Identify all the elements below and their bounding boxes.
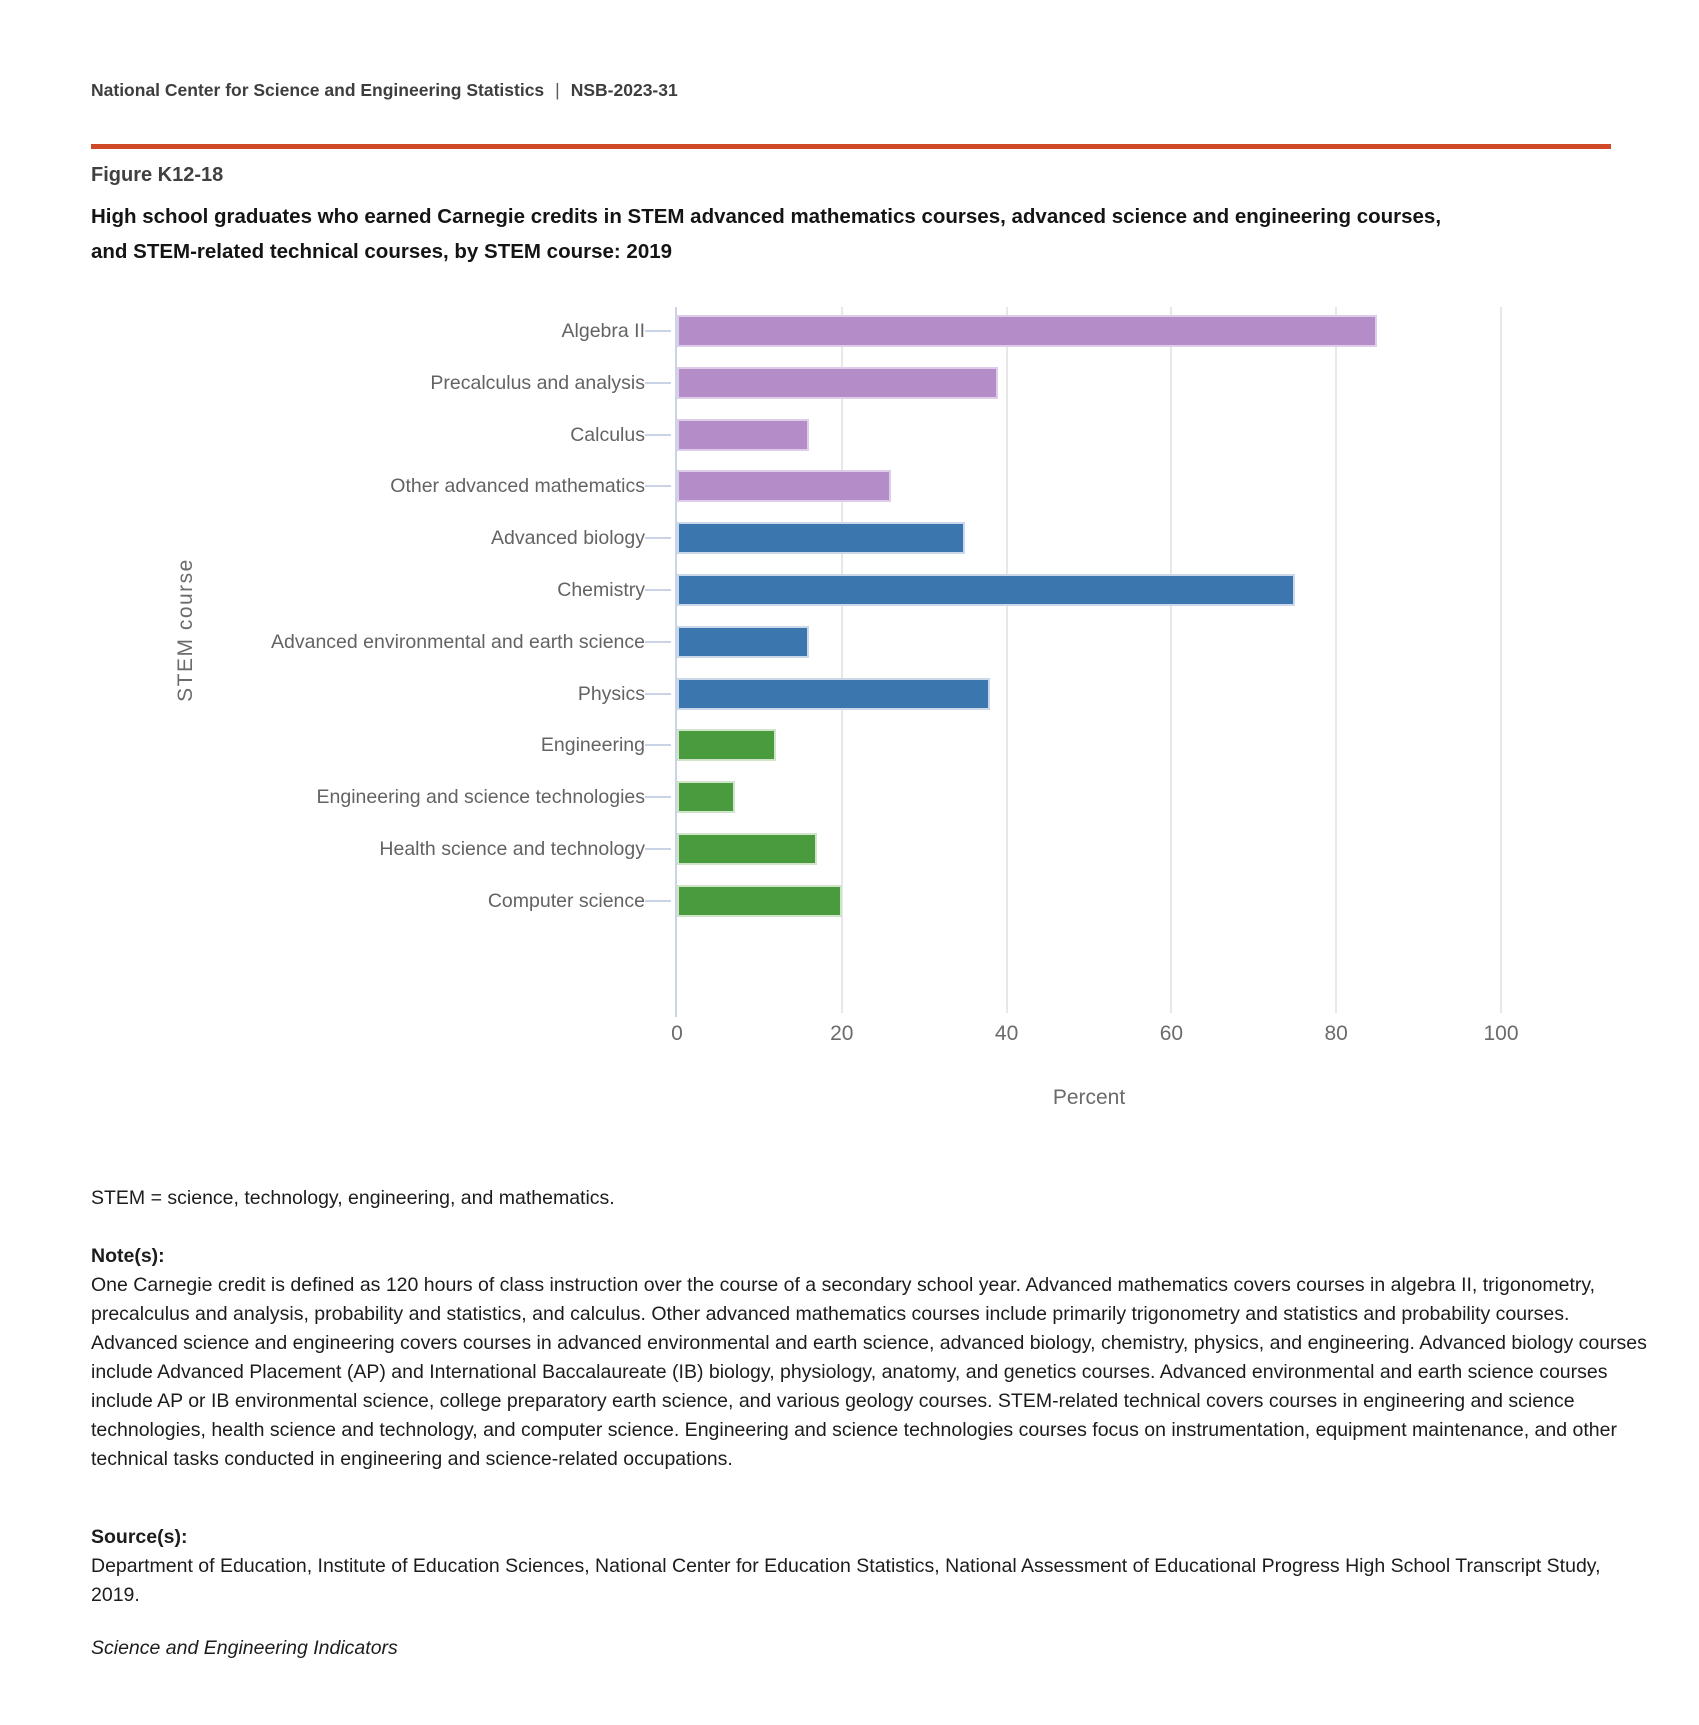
x-tick-label: 40 [994, 1022, 1019, 1045]
category-tick [645, 744, 671, 746]
category-tick [645, 434, 671, 436]
category-tick [645, 330, 671, 332]
bar-advanced-environmental-and-earth-science [677, 626, 809, 658]
category-label: Precalculus and analysis [430, 371, 645, 394]
bar-other-advanced-mathematics [677, 470, 891, 502]
category-label: Advanced environmental and earth science [271, 630, 645, 653]
notes-heading: Note(s): [91, 1245, 165, 1267]
category-tick [645, 848, 671, 850]
bar-computer-science [677, 885, 842, 917]
bar-physics [677, 678, 990, 710]
category-label: Calculus [570, 423, 645, 446]
category-label: Computer science [487, 889, 645, 912]
category-tick [645, 900, 671, 902]
category-label: Algebra II [561, 320, 645, 342]
bar-advanced-biology [677, 522, 965, 554]
figure-label: Figure K12-18 [91, 164, 224, 186]
gridline [1170, 307, 1172, 1013]
category-label: Engineering and science technologies [316, 786, 645, 809]
bar-engineering [677, 729, 776, 761]
category-tick [645, 641, 671, 643]
category-tick [645, 537, 671, 539]
category-label: Health science and technology [379, 838, 645, 860]
abbreviation-note: STEM = science, technology, engineering, and mathematics. [91, 1187, 615, 1209]
x-axis-title: Percent [1052, 1086, 1126, 1109]
sources-heading: Source(s): [91, 1526, 188, 1548]
gridline [1006, 307, 1008, 1013]
header-org-name: National Center for Science and Engineering Statistics [91, 80, 545, 100]
x-tick-label: 80 [1324, 1022, 1348, 1045]
category-label: Engineering [540, 734, 645, 757]
x-tick-label: 20 [830, 1022, 854, 1045]
sources-text: Department of Education, Institute of Education Sciences, National Center for Education Statistics, National Assessment of Educational Progress High School Transcript Study, 2019. [91, 1555, 1601, 1606]
category-label: Chemistry [557, 579, 645, 601]
x-tick-label: 100 [1483, 1022, 1519, 1045]
category-label: Physics [577, 682, 645, 705]
bar-algebra-ii [677, 315, 1377, 347]
header-report-id: NSB-2023-31 [570, 80, 678, 100]
category-tick [645, 796, 671, 798]
x-tick-label: 60 [1159, 1022, 1184, 1045]
notes-text: One Carnegie credit is defined as 120 hours of class instruction over the course of a secondary school year. Advanced mathematics covers courses in algebra II, trigonometry, precalculus and analysis, probability and statistics, and calculus. Other advanced mathematics courses include primarily trigonometry and statistics and probability courses. Advanced science and engineering covers courses in advanced environmental and earth science, advanced biology, chemistry, physics, and engineering. Advanced biology courses include Advanced Placement (AP) and International Baccalaureate (IB) biology, physiology, anatomy, and genetics courses. Advanced environmental and earth science courses include AP or IB environmental science, college preparatory earth science, and various geology courses. STEM-related technical covers courses in engineering and science technologies, health science and technology, and computer science. Engineering and science technologies courses focus on instrumentation, equipment maintenance, and other technical tasks conducted in engineering and science-related occupations. [91, 1274, 1647, 1470]
x-tick-label: 0 [671, 1022, 683, 1045]
bar-engineering-and-science-technologies [677, 781, 735, 813]
bar-health-science-and-technology [677, 833, 817, 865]
bar-precalculus-and-analysis [677, 367, 998, 399]
gridline [1500, 307, 1502, 1013]
bar-calculus [677, 419, 809, 451]
figure-title: High school graduates who earned Carnegie credits in STEM advanced mathematics courses, advanced science and engineering courses, and STEM-related technical courses, by STEM course: 2019 [91, 205, 1442, 263]
category-tick [645, 485, 671, 487]
category-tick [645, 382, 671, 384]
bar-chemistry [677, 574, 1295, 606]
gridline [1335, 307, 1337, 1013]
plot-area [677, 307, 1501, 1013]
header-separator: | [555, 80, 560, 100]
category-tick [645, 693, 671, 695]
category-label: Other advanced mathematics [390, 475, 645, 498]
attribution-text: Science and Engineering Indicators [91, 1637, 398, 1659]
category-tick [645, 589, 671, 591]
y-axis-title: STEM course [174, 558, 197, 702]
category-label: Advanced biology [491, 527, 645, 550]
